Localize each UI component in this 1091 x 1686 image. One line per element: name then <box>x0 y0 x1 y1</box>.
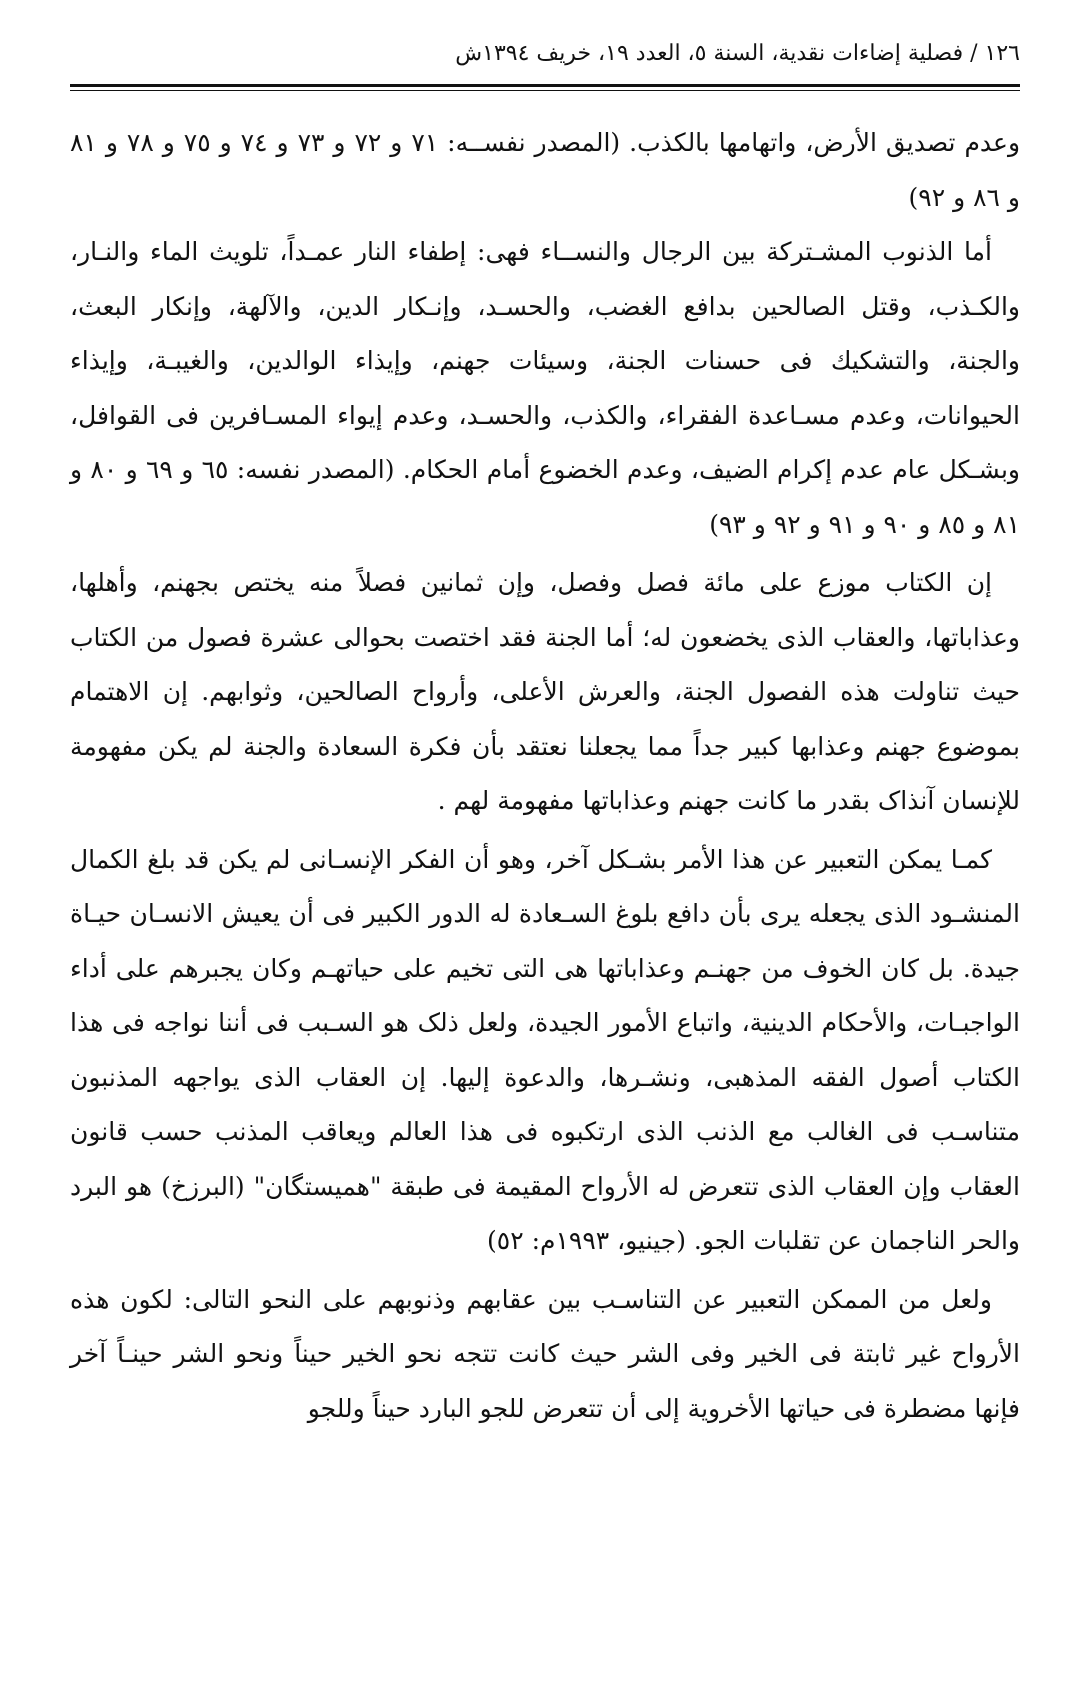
paragraph-shared-sins: أما الذنوب المشـتركة بين الرجال والنســاء فهى: إطفاء النار عمـداً، تلويث الماء والنـار، والكـذب، وقتل الصالحين بدافع الغضب، والحسـد، وإنـكار الدين، والآلهة، وإنكار البعث، والجنة، والتشكيك فى حسنات الجنة، وسيئات جهنم، وإيذاء الوالدين، والغيبـة، وإيذاء الحيوانات، وعدم مسـاعدة الفقراء، والكذب، والحسـد، وعدم إيواء المسـافرين فى القوافل، وبشـكل عام عدم إكرام الضيف، وعدم الخضوع أمام الحكام. (المصدر نفسه: ٦٥ و ٦٩ و ٨٠ و ٨١ و ٨٥ و ٩٠ و ٩١ و ٩٢ و ٩٣) <box>70 237 1020 539</box>
body-text <box>70 116 1020 1436</box>
paragraph-continuation: وعدم تصديق الأرض، واتهامها بالكذب. (المصدر نفســه: ٧١ و ٧٢ و ٧٣ و ٧٤ و ٧٥ و ٧٨ و ٨١ و ٨٦ و ٩٢) <box>70 128 1021 212</box>
header-rule-thin <box>70 90 1020 91</box>
paragraph-human-thought: كمـا يمكن التعبير عن هذا الأمر بشـكل آخر، وهو أن الفكر الإنسـانى لم يكن قد بلغ الكمال المنشـود الذى يجعله يرى بأن دافع بلوغ السـعادة له الدور الكبير فى أن يعيش الانسـان حيـاة جيدة. بل كان الخوف من جهنـم وعذاباتها هى التى تخيم على حياتهـم وكان يجبرهم على أداء الواجبـات، والأحكام الدينية، واتباع الأمور الجيدة، ولعل ذلک هو السـبب فى أننا نواجه فى هذا الكتاب أصول الفقه المذهبى، ونشـرها، والدعوة إليها. إن العقاب الذى يواجهه المذنبون متناسـب فى الغالب مع الذنب الذى ارتكبوه فى هذا العالم ويعاقب المذنب حسب قانون العقاب وإن العقاب الذى تتعرض له الأرواح المقيمة فى طبقة "هميستگان" (البرزخ) هو البرد والحر الناجمان عن تقلبات الجو. (جينيو، ١٩٩٣م: ٥٢) <box>70 844 1020 1255</box>
document-page <box>70 0 1020 1686</box>
running-header: ١٢٦ / فصلية إضاءات نقدية، السنة ٥، العدد ١٩، خريف ١٣٩٤ش <box>455 41 1020 66</box>
paragraph-punishment-proportion: ولعل من الممكن التعبير عن التناسـب بين عقابهم وذنوبهم على النحو التالى: لكون هذه الأرواح غير ثابتة فى الخير وفى الشر حيث كانت تتجه نحو الخير حيناً ونحو الشر حينـاً آخر فإنها مضطرة فى حياتها الأخروية إلى أن تتعرض للجو البارد حيناً وللجو <box>70 1284 1020 1423</box>
header-rule-thick <box>70 84 1020 87</box>
paragraph-book-structure: إن الكتاب موزع على مائة فصل وفصل، وإن ثمانين فصلاً منه يختص بجهنم، وأهلها، وعذاباتها، والعقاب الذى يخضعون له؛ أما الجنة فقد اختصت بحوالى عشرة فصول من الكتاب حيث تناولت هذه الفصول الجنة، والعرش الأعلى، وأرواح الصالحين، وثوابهم. إن الاهتمام بموضوع جهنم وعذابها كبير جداً مما يجعلنا نعتقد بأن فكرة السعادة والجنة لم يكن مفهومة للإنسان آنذاک بقدر ما كانت جهنم وعذاباتها مفهومة لهم . <box>70 568 1020 815</box>
